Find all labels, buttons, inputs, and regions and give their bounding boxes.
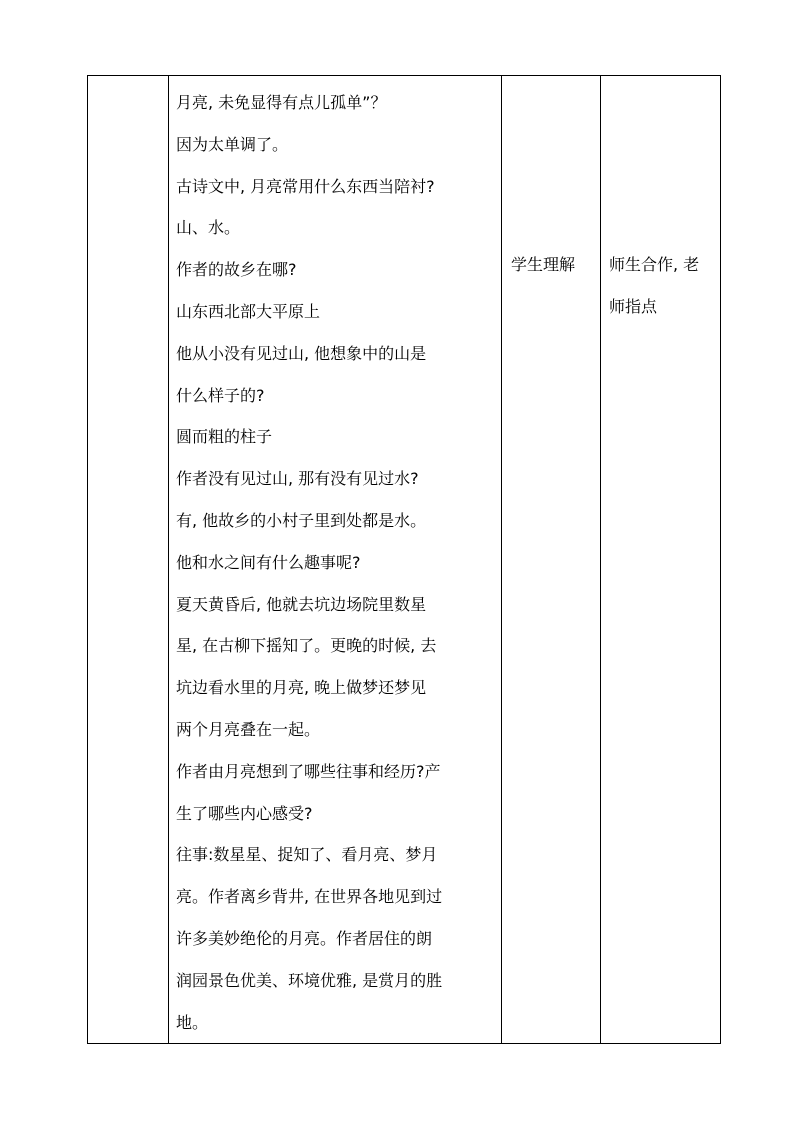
content-line: 许多美妙绝伦的月亮。作者居住的朗 xyxy=(176,928,433,948)
student-activity-cell xyxy=(502,76,601,1044)
content-line: 作者由月亮想到了哪些往事和经历?产 xyxy=(176,761,441,781)
content-line: 作者没有见过山, 那有没有见过水? xyxy=(176,469,419,489)
content-line: 两个月亮叠在一起。 xyxy=(176,719,321,739)
content-line: 古诗文中, 月亮常用什么东西当陪衬? xyxy=(176,176,435,196)
lesson-plan-table xyxy=(87,75,721,1044)
teaching-method-cell xyxy=(601,76,721,1044)
content-line: 地。 xyxy=(176,1012,209,1032)
content-line: 圆而粗的柱子 xyxy=(176,427,273,447)
content-line: 他和水之间有什么趣事呢? xyxy=(176,552,361,572)
content-line: 作者的故乡在哪? xyxy=(176,260,297,280)
content-line: 有, 他故乡的小村子里到处都是水。 xyxy=(176,510,427,530)
blank-cell xyxy=(88,76,169,1044)
student-activity-text xyxy=(502,76,600,286)
content-line: 夏天黄昏后, 他就去坑边场院里数星 xyxy=(176,594,427,614)
table-row xyxy=(88,76,721,1044)
content-line: 往事:数星星、捉知了、看月亮、梦月 xyxy=(176,845,438,865)
content-line: 亮。作者离乡背井, 在世界各地见到过 xyxy=(176,887,443,907)
content-line: 润园景色优美、环境优雅, 是赏月的胜 xyxy=(176,970,443,990)
teaching-content-cell xyxy=(169,76,502,1044)
content-line: 他从小没有见过山, 他想象中的山是 xyxy=(176,343,427,363)
content-line: 月亮, 未免显得有点儿孤单”？ xyxy=(176,93,387,112)
content-line: 山东西北部大平原上 xyxy=(176,301,321,321)
content-line: 坑边看水里的月亮, 晚上做梦还梦见 xyxy=(176,678,427,698)
teaching-method-text xyxy=(601,76,720,328)
content-line: 因为太单调了。 xyxy=(176,134,289,154)
content-line: 星, 在古柳下摇知了。更晚的时候, 去 xyxy=(176,636,437,656)
student-activity-line: 学生理解 xyxy=(511,255,576,274)
content-line: 什么样子的? xyxy=(176,385,265,405)
teaching-method-line: 师生合作, 老 xyxy=(609,255,700,274)
teaching-method-line: 师指点 xyxy=(609,296,658,316)
content-line: 山、水。 xyxy=(176,218,241,238)
content-line: 生了哪些内心感受? xyxy=(176,803,313,823)
